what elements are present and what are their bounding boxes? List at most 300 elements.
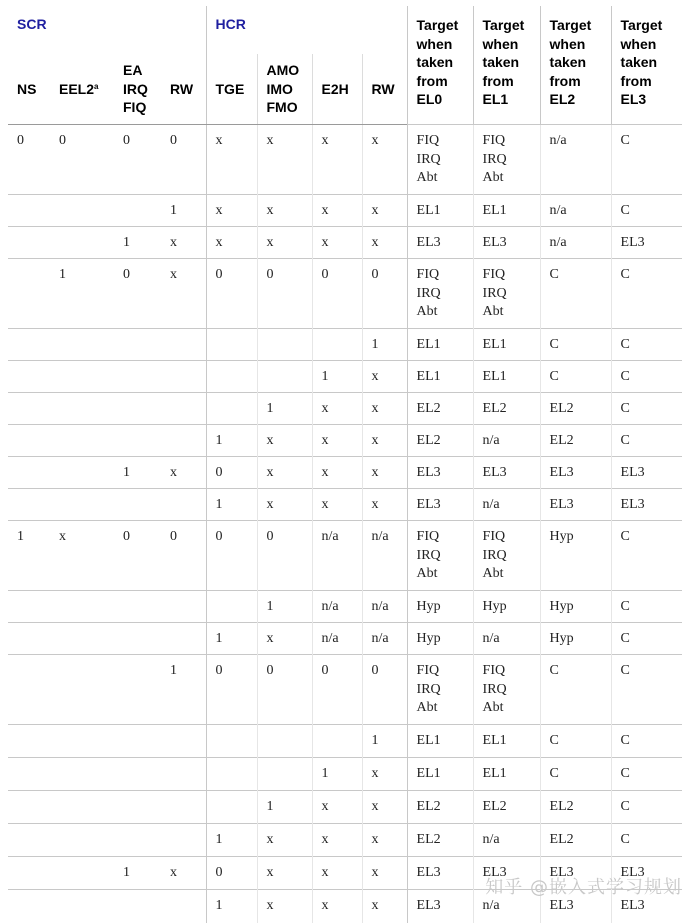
cell-eel2	[50, 457, 114, 489]
cell-ea-irq-fiq: 0	[114, 125, 161, 195]
cell-target-el2: EL3	[540, 489, 611, 521]
table-row	[8, 791, 682, 824]
cell-hcr-rw: x	[362, 890, 407, 923]
cell-hcr-rw: 0	[362, 655, 407, 725]
cell-target-el0: Hyp	[407, 623, 473, 655]
cell-target-el0: EL2	[407, 791, 473, 824]
cell-target-el3: EL3	[611, 227, 682, 259]
cell-eel2	[50, 857, 114, 890]
header-line	[621, 53, 683, 72]
cell-hcr-rw: x	[362, 758, 407, 791]
cell-scr-rw: 1	[161, 655, 206, 725]
cell-scr-rw	[161, 361, 206, 393]
hcr-label: HCR	[215, 16, 246, 32]
cell-eel2	[50, 758, 114, 791]
cell-eel2	[50, 489, 114, 521]
cell-scr-rw: 1	[161, 195, 206, 227]
cell-hcr-rw: 1	[362, 725, 407, 758]
header-line	[267, 98, 312, 117]
cell-target-el3: C	[611, 623, 682, 655]
cell-target-el3: C	[611, 725, 682, 758]
header-text: from	[620, 72, 652, 89]
cell-target-el0: EL2	[407, 393, 473, 425]
cell-amo-imo-fmo: 0	[257, 521, 312, 591]
cell-amo-imo-fmo: x	[257, 857, 312, 890]
cell-target-el2: EL3	[540, 890, 611, 923]
table-row	[8, 125, 682, 195]
cell-ea-irq-fiq	[114, 361, 161, 393]
cell-e2h: 0	[312, 655, 362, 725]
cell-amo-imo-fmo: x	[257, 425, 312, 457]
cell-target-el0: EL2	[407, 425, 473, 457]
cell-line: IRQ	[482, 285, 507, 301]
cell-amo-imo-fmo: x	[257, 623, 312, 655]
cell-hcr-rw: n/a	[362, 623, 407, 655]
header-line	[170, 80, 206, 99]
cell-target-el0: EL1	[407, 195, 473, 227]
cell-target-el0	[407, 125, 473, 195]
cell-target-el2: EL2	[540, 824, 611, 857]
cell-scr-rw	[161, 329, 206, 361]
cell-target-el1: n/a	[473, 425, 540, 457]
hcr-tge-header	[206, 54, 257, 125]
cell-e2h: n/a	[312, 521, 362, 591]
cell-scr-rw	[161, 824, 206, 857]
cell-ns	[8, 457, 50, 489]
cell-ea-irq-fiq	[114, 791, 161, 824]
cell-target-el1: EL1	[473, 329, 540, 361]
cell-ea-irq-fiq	[114, 591, 161, 623]
cell-target-el3: C	[611, 195, 682, 227]
cell-amo-imo-fmo	[257, 361, 312, 393]
table-row	[8, 195, 682, 227]
cell-eel2	[50, 329, 114, 361]
cell-scr-rw: x	[161, 857, 206, 890]
cell-line: Abt	[416, 170, 438, 185]
cell-ea-irq-fiq	[114, 195, 161, 227]
cell-target-el1: EL3	[473, 457, 540, 489]
cell-amo-imo-fmo: x	[257, 457, 312, 489]
cell-eel2	[50, 623, 114, 655]
header-line	[550, 35, 611, 54]
header-line	[123, 98, 161, 117]
target-el1-header	[473, 6, 540, 125]
header-line	[550, 53, 611, 72]
cell-target-el0: EL1	[407, 329, 473, 361]
cell-target-el2: C	[540, 259, 611, 329]
header-text: taken	[620, 54, 658, 70]
cell-eel2	[50, 824, 114, 857]
cell-ea-irq-fiq: 1	[114, 227, 161, 259]
hcr-group-header	[206, 6, 407, 54]
cell-ns	[8, 489, 50, 521]
cell-target-el3: EL3	[611, 489, 682, 521]
header-line	[267, 61, 312, 80]
cell-e2h: 1	[312, 758, 362, 791]
cell-target-el3: C	[611, 824, 682, 857]
exception-routing-table	[8, 6, 682, 923]
cell-ns: 1	[8, 521, 50, 591]
cell-tge: 1	[206, 890, 257, 923]
header-text: TGE	[215, 80, 245, 97]
header-line	[483, 53, 540, 72]
cell-line: FIQ	[416, 267, 440, 282]
cell-scr-rw	[161, 890, 206, 923]
cell-eel2	[50, 890, 114, 923]
cell-tge: 0	[206, 457, 257, 489]
cell-line: IRQ	[482, 151, 507, 167]
cell-ns	[8, 195, 50, 227]
cell-tge	[206, 725, 257, 758]
header-line	[216, 80, 257, 99]
cell-e2h: x	[312, 425, 362, 457]
cell-eel2	[50, 227, 114, 259]
cell-scr-rw: 0	[161, 521, 206, 591]
cell-target-el3: C	[611, 791, 682, 824]
cell-line: FIQ	[482, 663, 506, 678]
cell-hcr-rw: n/a	[362, 591, 407, 623]
cell-target-el0: EL3	[407, 857, 473, 890]
cell-line: IRQ	[416, 547, 441, 563]
cell-target-el2: C	[540, 725, 611, 758]
cell-line: Abt	[416, 700, 438, 715]
cell-target-el1: EL2	[473, 393, 540, 425]
cell-target-el2: Hyp	[540, 521, 611, 591]
cell-ea-irq-fiq	[114, 329, 161, 361]
cell-target-el3: C	[611, 393, 682, 425]
cell-tge: x	[206, 227, 257, 259]
cell-ea-irq-fiq: 1	[114, 457, 161, 489]
cell-hcr-rw: x	[362, 457, 407, 489]
cell-ea-irq-fiq	[114, 655, 161, 725]
header-line	[483, 72, 540, 91]
cell-e2h	[312, 725, 362, 758]
header-text: AMO	[266, 62, 300, 79]
cell-ns	[8, 623, 50, 655]
header-text: when	[416, 35, 453, 52]
cell-hcr-rw: x	[362, 425, 407, 457]
cell-line: IRQ	[416, 151, 441, 167]
cell-line: IRQ	[482, 681, 507, 697]
cell-eel2	[50, 591, 114, 623]
header-line	[417, 16, 473, 35]
cell-hcr-rw: x	[362, 857, 407, 890]
cell-amo-imo-fmo: 1	[257, 393, 312, 425]
header-text: from	[482, 72, 514, 89]
cell-target-el1: EL3	[473, 227, 540, 259]
cell-hcr-rw: x	[362, 489, 407, 521]
header-text: Target	[482, 17, 525, 33]
cell-tge: x	[206, 195, 257, 227]
cell-ea-irq-fiq: 1	[114, 857, 161, 890]
cell-hcr-rw: x	[362, 227, 407, 259]
cell-amo-imo-fmo: x	[257, 125, 312, 195]
cell-scr-rw: 0	[161, 125, 206, 195]
cell-target-el1: n/a	[473, 489, 540, 521]
footnote-marker: a	[94, 81, 99, 91]
table-row	[8, 425, 682, 457]
cell-ea-irq-fiq	[114, 489, 161, 521]
header-text: Target	[620, 17, 663, 33]
cell-hcr-rw: 0	[362, 259, 407, 329]
cell-tge: x	[206, 125, 257, 195]
header-text: EL2	[549, 91, 576, 107]
cell-scr-rw	[161, 393, 206, 425]
cell-target-el2: EL2	[540, 393, 611, 425]
header-line	[550, 72, 611, 91]
header-line	[621, 72, 683, 91]
header-line	[550, 16, 611, 35]
header-line	[417, 90, 473, 109]
cell-ea-irq-fiq	[114, 824, 161, 857]
header-text: IMO	[266, 80, 293, 97]
header-text: from	[549, 72, 581, 89]
cell-target-el2: EL2	[540, 425, 611, 457]
cell-target-el1: n/a	[473, 623, 540, 655]
cell-target-el0: EL1	[407, 758, 473, 791]
cell-ea-irq-fiq	[114, 890, 161, 923]
table-row	[8, 227, 682, 259]
cell-amo-imo-fmo: x	[257, 824, 312, 857]
header-line	[123, 61, 161, 80]
header-text: when	[549, 35, 586, 52]
header-text: from	[416, 72, 448, 89]
cell-target-el1	[473, 259, 540, 329]
cell-target-el0	[407, 521, 473, 591]
cell-target-el3: C	[611, 259, 682, 329]
header-text: when	[482, 35, 519, 52]
cell-line: Abt	[482, 170, 504, 185]
table-row	[8, 457, 682, 489]
header-line	[59, 80, 114, 99]
cell-scr-rw	[161, 489, 206, 521]
cell-e2h: x	[312, 195, 362, 227]
header-text: E2H	[321, 80, 349, 97]
cell-target-el3: EL3	[611, 857, 682, 890]
cell-hcr-rw: x	[362, 791, 407, 824]
cell-target-el1: EL1	[473, 758, 540, 791]
cell-eel2	[50, 361, 114, 393]
cell-e2h: x	[312, 791, 362, 824]
cell-tge: 0	[206, 259, 257, 329]
cell-tge	[206, 361, 257, 393]
cell-ns	[8, 227, 50, 259]
cell-e2h: x	[312, 393, 362, 425]
cell-e2h: x	[312, 457, 362, 489]
cell-e2h: x	[312, 890, 362, 923]
cell-target-el0: EL1	[407, 725, 473, 758]
cell-ns	[8, 791, 50, 824]
cell-amo-imo-fmo: x	[257, 227, 312, 259]
cell-line: Abt	[482, 566, 504, 581]
scr-group-header	[8, 6, 206, 54]
cell-line: Abt	[416, 566, 438, 581]
cell-tge	[206, 329, 257, 361]
cell-scr-rw	[161, 591, 206, 623]
cell-tge	[206, 791, 257, 824]
cell-amo-imo-fmo	[257, 758, 312, 791]
header-text: Target	[549, 17, 592, 33]
cell-ns: 0	[8, 125, 50, 195]
cell-target-el1: EL1	[473, 195, 540, 227]
cell-target-el2: Hyp	[540, 591, 611, 623]
cell-amo-imo-fmo	[257, 329, 312, 361]
cell-scr-rw	[161, 758, 206, 791]
header-text: taken	[549, 54, 587, 70]
header-text: EL3	[620, 91, 647, 107]
cell-target-el1: n/a	[473, 824, 540, 857]
cell-eel2	[50, 725, 114, 758]
table-row	[8, 591, 682, 623]
cell-line: FIQ	[416, 529, 440, 544]
table-row	[8, 329, 682, 361]
cell-target-el1: n/a	[473, 890, 540, 923]
cell-scr-rw: x	[161, 457, 206, 489]
cell-line: Abt	[482, 700, 504, 715]
cell-hcr-rw: n/a	[362, 521, 407, 591]
header-line	[417, 53, 473, 72]
cell-tge: 1	[206, 425, 257, 457]
cell-eel2: x	[50, 521, 114, 591]
header-line	[322, 80, 362, 99]
table-row	[8, 521, 682, 591]
cell-ns	[8, 725, 50, 758]
cell-ns	[8, 890, 50, 923]
header-line	[483, 90, 540, 109]
cell-ns	[8, 655, 50, 725]
cell-ns	[8, 824, 50, 857]
header-text: EL1	[482, 91, 509, 107]
table-body	[8, 125, 682, 923]
cell-target-el1: EL2	[473, 791, 540, 824]
header-text: EEL2	[59, 80, 95, 97]
cell-target-el0: EL2	[407, 824, 473, 857]
cell-ns	[8, 329, 50, 361]
cell-target-el3: EL3	[611, 457, 682, 489]
header-text: EL0	[416, 91, 443, 107]
cell-target-el2: C	[540, 655, 611, 725]
table-row	[8, 655, 682, 725]
header-text: EA	[123, 62, 143, 79]
cell-target-el3: C	[611, 655, 682, 725]
cell-target-el1	[473, 521, 540, 591]
cell-e2h: 1	[312, 361, 362, 393]
cell-ns	[8, 393, 50, 425]
header-text: taken	[416, 54, 454, 70]
cell-tge: 0	[206, 521, 257, 591]
header-line	[483, 35, 540, 54]
cell-target-el2: n/a	[540, 125, 611, 195]
hcr-rw-header	[362, 54, 407, 125]
cell-ea-irq-fiq: 0	[114, 521, 161, 591]
cell-target-el1: EL3	[473, 857, 540, 890]
cell-ea-irq-fiq: 0	[114, 259, 161, 329]
header-line	[267, 80, 312, 99]
table-row	[8, 489, 682, 521]
cell-amo-imo-fmo: 1	[257, 791, 312, 824]
cell-target-el2: C	[540, 758, 611, 791]
cell-tge	[206, 591, 257, 623]
cell-e2h: x	[312, 824, 362, 857]
cell-ns	[8, 758, 50, 791]
hcr-amo-imo-fmo-header	[257, 54, 312, 125]
cell-line: IRQ	[416, 681, 441, 697]
cell-target-el1	[473, 125, 540, 195]
table-row	[8, 259, 682, 329]
table-row	[8, 361, 682, 393]
table-row	[8, 758, 682, 791]
cell-target-el2: C	[540, 329, 611, 361]
cell-ns	[8, 857, 50, 890]
cell-hcr-rw: x	[362, 393, 407, 425]
cell-tge: 1	[206, 489, 257, 521]
cell-line: FIQ	[482, 267, 506, 282]
cell-e2h: x	[312, 227, 362, 259]
table-row	[8, 824, 682, 857]
cell-eel2	[50, 195, 114, 227]
scr-rw-header	[161, 54, 206, 125]
scr-ea-irq-fiq-header	[114, 54, 161, 125]
table-row	[8, 393, 682, 425]
cell-target-el1: EL1	[473, 361, 540, 393]
cell-line: Abt	[416, 304, 438, 319]
cell-target-el0: EL1	[407, 361, 473, 393]
cell-target-el1: Hyp	[473, 591, 540, 623]
cell-target-el3: C	[611, 425, 682, 457]
cell-ea-irq-fiq	[114, 758, 161, 791]
cell-target-el1: EL1	[473, 725, 540, 758]
cell-tge: 0	[206, 857, 257, 890]
cell-tge	[206, 393, 257, 425]
cell-amo-imo-fmo: x	[257, 489, 312, 521]
cell-target-el3: C	[611, 758, 682, 791]
target-el2-header	[540, 6, 611, 125]
cell-target-el3: C	[611, 521, 682, 591]
header-line	[417, 35, 473, 54]
header-line	[417, 72, 473, 91]
cell-eel2	[50, 425, 114, 457]
cell-amo-imo-fmo	[257, 725, 312, 758]
cell-line: FIQ	[416, 663, 440, 678]
table-row	[8, 725, 682, 758]
header-line	[123, 80, 161, 99]
target-el0-header	[407, 6, 473, 125]
cell-line: IRQ	[482, 547, 507, 563]
cell-target-el3: C	[611, 591, 682, 623]
cell-amo-imo-fmo: x	[257, 890, 312, 923]
cell-target-el2: n/a	[540, 195, 611, 227]
cell-ns	[8, 425, 50, 457]
cell-eel2	[50, 791, 114, 824]
cell-target-el0: Hyp	[407, 591, 473, 623]
cell-target-el3: C	[611, 125, 682, 195]
cell-target-el0: EL3	[407, 457, 473, 489]
cell-target-el2: EL3	[540, 457, 611, 489]
cell-target-el0: EL3	[407, 227, 473, 259]
header-text: when	[620, 35, 657, 52]
cell-ea-irq-fiq	[114, 425, 161, 457]
cell-hcr-rw: x	[362, 361, 407, 393]
cell-target-el2: n/a	[540, 227, 611, 259]
table-row	[8, 623, 682, 655]
cell-scr-rw	[161, 425, 206, 457]
cell-eel2: 0	[50, 125, 114, 195]
header-text: FIQ	[123, 99, 147, 116]
cell-scr-rw	[161, 623, 206, 655]
cell-scr-rw: x	[161, 227, 206, 259]
cell-tge: 1	[206, 824, 257, 857]
scr-eel2-header	[50, 54, 114, 125]
